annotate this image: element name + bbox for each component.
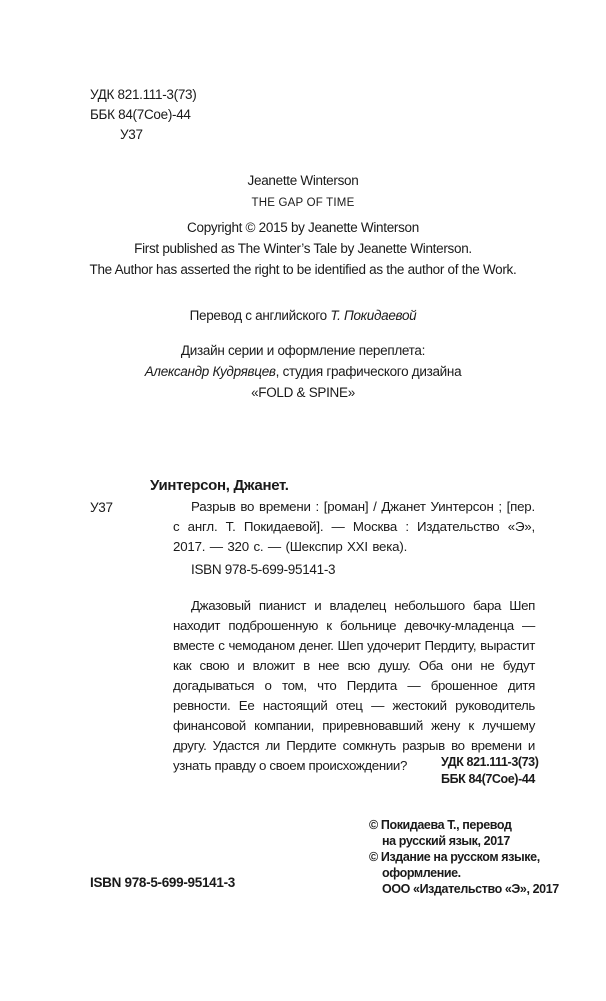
original-author: Jeanette Winterson (247, 173, 359, 188)
catalog-isbn: ISBN 978-5-699-95141-3 (191, 562, 336, 577)
isbn-bottom: ISBN 978-5-699-95141-3 (90, 875, 235, 890)
catalog-description: Разрыв во времени : [роман] / Джанет Уинтерсон ; [пер. с англ. Т. Покидаевой]. — Москва : Издательство «Э», 2017. — 320 с. — (Шекспир XXI века). (173, 499, 535, 554)
copyright-translation-line1: © Покидаева Т., перевод (369, 818, 512, 832)
original-title: THE GAP OF TIME (251, 197, 355, 209)
book-annotation: Джазовый пианист и владелец небольшого бара Шеп находит подброшенную к больнице девочку-младенца — вместе с чемоданом денег. Шеп удочерит Пердиту, вырастит как свою и вложит в нее всю душу. Оба они не будут догадываться о том, что Пердита — брошенное дитя ревности. Ее настоящий отец — жестокий руководитель финансовой компании, приревновавший жену к лучшему другу. Удастся ли Пердите сомкнуть разрыв во времени и узнать правду о своем происхождении? (173, 598, 535, 773)
catalog-mark: У37 (90, 500, 113, 515)
copyright-translation-line2: на русский язык, 2017 (382, 834, 510, 848)
catalog-heading: Уинтерсон, Джанет. (150, 477, 289, 494)
designer-name: Александр Кудрявцев (144, 364, 276, 379)
translation-prefix: Перевод с английского (189, 308, 331, 323)
first-published-line: First published as The Winter’s Tale by Jeanette Winterson. (134, 241, 472, 256)
bbk-code-top: ББК 84(7Сое)-44 (90, 107, 191, 122)
translation-credit (0, 305, 606, 326)
copyright-edition-line1: © Издание на русском языке, (369, 850, 540, 864)
design-studio-name: «FOLD & SPINE» (251, 385, 355, 400)
udk-code-bottom: УДК 821.111-3(73) (441, 755, 539, 769)
asserted-rights-line: The Author has asserted the right to be identified as the author of the Work. (89, 262, 517, 277)
bbk-code-bottom: ББК 84(7Сое)-44 (441, 772, 535, 786)
author-mark-top: У37 (120, 127, 143, 142)
udk-code-top: УДК 821.111-3(73) (90, 87, 197, 102)
copyright-edition-line3: ООО «Издательство «Э», 2017 (382, 882, 559, 896)
designer-studio-text: , студия графического дизайна (275, 364, 462, 379)
design-credit-line2 (0, 361, 606, 382)
design-credit-line1: Дизайн серии и оформление переплета: (180, 343, 426, 358)
copyright-line: Copyright © 2015 by Jeanette Winterson (187, 220, 419, 235)
copyright-edition-line2: оформление. (382, 866, 461, 880)
translator-name: Т. Покидаевой (330, 308, 417, 323)
